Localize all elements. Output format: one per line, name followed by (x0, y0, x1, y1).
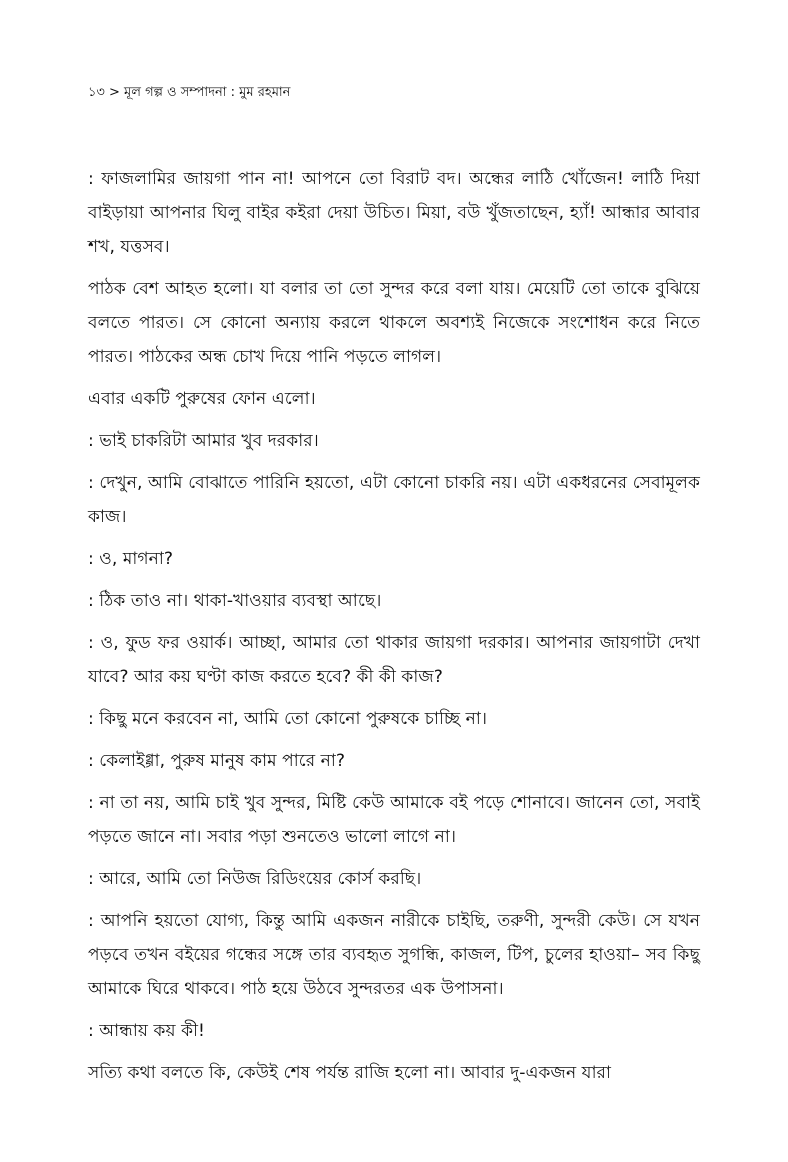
paragraph: পাঠক বেশ আহত হলো। যা বলার তা তো সুন্দর করে বলা যায়। মেয়েটি তো তাকে বুঝিয়ে বলতে পারত। সে কোনো অন্যায় করলে থাকলে অবশ্যই নিজেকে সংশোধন করে নিতে পারত। পাঠকের অন্ধ চোখ দিয়ে পানি পড়তে লাগল। (88, 279, 700, 367)
paragraph: : ভাই চাকরিটা আমার খুব দরকার। (88, 431, 319, 451)
paragraph: : না তা নয়, আমি চাই খুব সুন্দর, মিষ্টি কেউ আমাকে বই পড়ে শোনাবে। জানেন তো, সবাই পড়তে জানে না। সবার পড়া শুনতেও ভালো লাগে না। (88, 793, 700, 847)
paragraph: : আপনি হয়তো যোগ্য, কিন্তু আমি একজন নারীকে চাইছি, তরুণী, সুন্দরী কেউ। সে যখন পড়বে তখন বইয়ের গন্ধের সঙ্গে তার ব্যবহৃত সুগন্ধি, কাজল, টিপ, চুলের হাওয়া– সব কিছু আমাকে ঘিরে থাকবে। পাঠ হয়ে উঠবে সুন্দরতর এক উপাসনা। (88, 911, 700, 999)
paragraph: : ফাজলামির জায়গা পান না! আপনে তো বিরাট বদ। অন্ধের লাঠি খোঁজেন! লাঠি দিয়া বাইড়ায়া আপনার ঘিলু বাইর কইরা দেয়া উচিত। মিয়া, বউ খুঁজতাছেন, হ্যাঁ! আন্ধার আবার শখ, যত্তসব। (88, 169, 700, 257)
paragraph: এবার একটি পুরুষের ফোন এলো। (88, 389, 316, 409)
paragraph: : আরে, আমি তো নিউজ রিডিংয়ের কোর্স করছি। (88, 869, 422, 889)
running-header: ১৩ > মূল গল্প ও সম্পাদনা : মুম রহমান (88, 85, 291, 100)
paragraph: : ঠিক তাও না। থাকা-খাওয়ার ব্যবস্থা আছে। (88, 591, 382, 611)
paragraph: : কিছু মনে করবেন না, আমি তো কোনো পুরুষকে চাচ্ছি না। (88, 709, 488, 729)
paragraph: : কেলাইগ্গা, পুরুষ মানুষ কাম পারে না? (88, 751, 345, 771)
page-body (88, 162, 700, 1098)
paragraph: : ও, ফুড ফর ওয়ার্ক। আচ্ছা, আমার তো থাকার জায়গা দরকার। আপনার জায়গাটা দেখা যাবে? আর কয় ঘণ্টা কাজ করতে হবে? কী কী কাজ? (88, 633, 700, 687)
paragraph: সত্যি কথা বলতে কি, কেউই শেষ পর্যন্ত রাজি হলো না। আবার দু-একজন যারা (88, 1063, 611, 1083)
paragraph: : ও, মাগনা? (88, 549, 173, 569)
paragraph: : আন্ধায় কয় কী! (88, 1021, 205, 1041)
paragraph: : দেখুন, আমি বোঝাতে পারিনি হয়তো, এটা কোনো চাকরি নয়। এটা একধরনের সেবামূলক কাজ। (88, 473, 700, 527)
